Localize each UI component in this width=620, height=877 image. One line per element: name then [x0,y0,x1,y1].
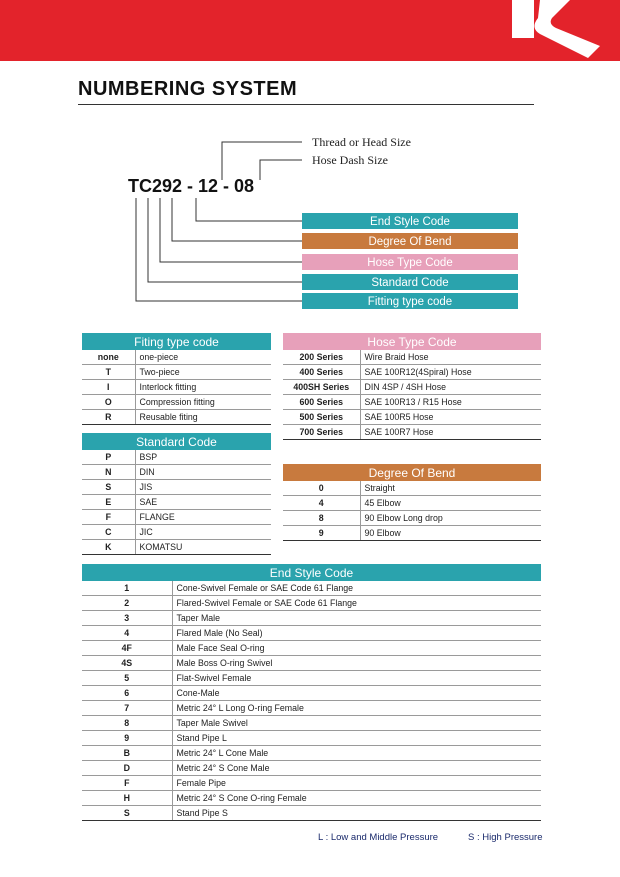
table-row [82,365,271,380]
numbering-diagram [0,120,620,320]
row-code: D [82,761,172,776]
row-code: N [82,465,135,480]
row-desc: Flared Male (No Seal) [172,626,541,641]
row-desc: Compression fitting [135,395,271,410]
row-code: 500 Series [283,410,360,425]
part-number-code: TC292 - 12 - 08 [128,176,255,196]
end-style-table-header: End Style Code [82,564,541,581]
thread-label: Thread or Head Size [312,135,411,149]
pressure-footnote [318,832,543,843]
hose-type-bar-label: Hose Type Code [367,257,453,269]
fitting-table-header: Fiting type code [82,333,271,350]
row-code: 6 [82,686,172,701]
degree-bend-bar-label: Degree Of Bend [368,236,452,248]
row-desc: Female Pipe [172,776,541,791]
table-row [283,425,541,440]
thread-connector [222,142,302,180]
row-desc: Flat-Swivel Female [172,671,541,686]
table-row [82,410,271,425]
standard-table-header: Standard Code [82,433,271,450]
table-row [82,380,271,395]
table-row [82,716,541,731]
table-row [82,701,541,716]
row-desc: Reusable fiting [135,410,271,425]
table-row [82,806,541,821]
table-row [283,380,541,395]
standard-code-table [82,433,271,555]
row-desc: 90 Elbow Long drop [360,511,541,526]
row-code: none [82,350,135,365]
table-row [82,761,541,776]
row-desc: Wire Braid Hose [360,350,541,365]
brand-logo-icon [500,0,620,61]
row-desc: DIN [135,465,271,480]
row-code: 4 [82,626,172,641]
low-pressure-note: L : Low and Middle Pressure [318,832,439,843]
table-row [283,526,541,541]
row-code: T [82,365,135,380]
fitting-connector [136,198,302,301]
row-desc: DIN 4SP / 4SH Hose [360,380,541,395]
row-desc: Metric 24° S Cone Male [172,761,541,776]
row-desc: Metric 24° L Cone Male [172,746,541,761]
high-pressure-note: S : High Pressure [468,832,543,843]
hose-type-table [283,333,541,440]
table-row [82,450,271,465]
row-code: K [82,540,135,555]
row-code: 4 [283,496,360,511]
row-code: 4F [82,641,172,656]
row-code: 2 [82,596,172,611]
table-row [82,350,271,365]
row-desc: Taper Male [172,611,541,626]
table-row [82,671,541,686]
row-code: 0 [283,481,360,496]
table-row [82,525,271,540]
row-desc: Stand Pipe S [172,806,541,821]
row-code: 9 [82,731,172,746]
row-code: S [82,480,135,495]
table-row [283,496,541,511]
table-row [82,510,271,525]
row-desc: 90 Elbow [360,526,541,541]
hose-table-header: Hose Type Code [283,333,541,350]
row-code: P [82,450,135,465]
end-style-bar-label: End Style Code [370,216,450,228]
row-code: 400 Series [283,365,360,380]
table-row [82,540,271,555]
table-row [82,480,271,495]
fitting-type-table [82,333,271,425]
page-title: NUMBERING SYSTEM [78,78,298,100]
row-desc: Cone-Swivel Female or SAE Code 61 Flange [172,581,541,596]
row-desc: one-piece [135,350,271,365]
title-divider [78,104,534,105]
row-desc: SAE 100R13 / R15 Hose [360,395,541,410]
table-row [82,656,541,671]
table-row [82,611,541,626]
row-desc: Cone-Male [172,686,541,701]
table-row [82,791,541,806]
row-code: 1 [82,581,172,596]
row-desc: JIC [135,525,271,540]
table-row [82,686,541,701]
row-code: 8 [283,511,360,526]
standard-connector [148,198,302,282]
row-code: 700 Series [283,425,360,440]
row-desc: KOMATSU [135,540,271,555]
row-desc: Male Face Seal O-ring [172,641,541,656]
row-code: 7 [82,701,172,716]
table-row [283,410,541,425]
row-desc: SAE 100R5 Hose [360,410,541,425]
row-code: E [82,495,135,510]
end-style-table [82,564,541,821]
row-desc: Straight [360,481,541,496]
table-row [82,746,541,761]
table-row [82,776,541,791]
row-code: O [82,395,135,410]
hose-dash-label: Hose Dash Size [312,153,388,167]
row-code: 9 [283,526,360,541]
row-code: F [82,510,135,525]
end-style-connector [196,198,302,221]
row-desc: Flared-Swivel Female or SAE Code 61 Flange [172,596,541,611]
table-row [283,365,541,380]
row-code: 3 [82,611,172,626]
table-row [283,481,541,496]
row-code: 8 [82,716,172,731]
table-row [82,581,541,596]
row-code: B [82,746,172,761]
table-row [283,511,541,526]
bend-connector [172,198,302,241]
row-desc: FLANGE [135,510,271,525]
row-desc: SAE [135,495,271,510]
row-desc: Two-piece [135,365,271,380]
row-desc: Metric 24° S Cone O-ring Female [172,791,541,806]
row-code: R [82,410,135,425]
row-code: C [82,525,135,540]
hose-type-connector [160,198,302,262]
row-desc: Male Boss O-ring Swivel [172,656,541,671]
table-row [82,465,271,480]
row-desc: JIS [135,480,271,495]
row-desc: 45 Elbow [360,496,541,511]
table-row [283,395,541,410]
row-code: 4S [82,656,172,671]
row-code: 200 Series [283,350,360,365]
row-code: 400SH Series [283,380,360,395]
row-code: I [82,380,135,395]
row-code: S [82,806,172,821]
standard-bar-label: Standard Code [371,277,449,289]
row-desc: Metric 24° L Long O-ring Female [172,701,541,716]
row-code: F [82,776,172,791]
table-row [82,626,541,641]
table-row [82,731,541,746]
table-row [283,350,541,365]
row-code: 5 [82,671,172,686]
table-row [82,641,541,656]
fitting-bar-label: Fitting type code [367,296,453,308]
row-desc: BSP [135,450,271,465]
row-desc: SAE 100R12(4Spiral) Hose [360,365,541,380]
row-desc: Taper Male Swivel [172,716,541,731]
table-row [82,495,271,510]
row-code: H [82,791,172,806]
row-code: 600 Series [283,395,360,410]
row-desc: Interlock fitting [135,380,271,395]
table-row [82,596,541,611]
hose-dash-connector [260,160,302,180]
row-desc: Stand Pipe L [172,731,541,746]
table-row [82,395,271,410]
row-desc: SAE 100R7 Hose [360,425,541,440]
bend-table-header: Degree Of Bend [283,464,541,481]
degree-of-bend-table [283,464,541,541]
